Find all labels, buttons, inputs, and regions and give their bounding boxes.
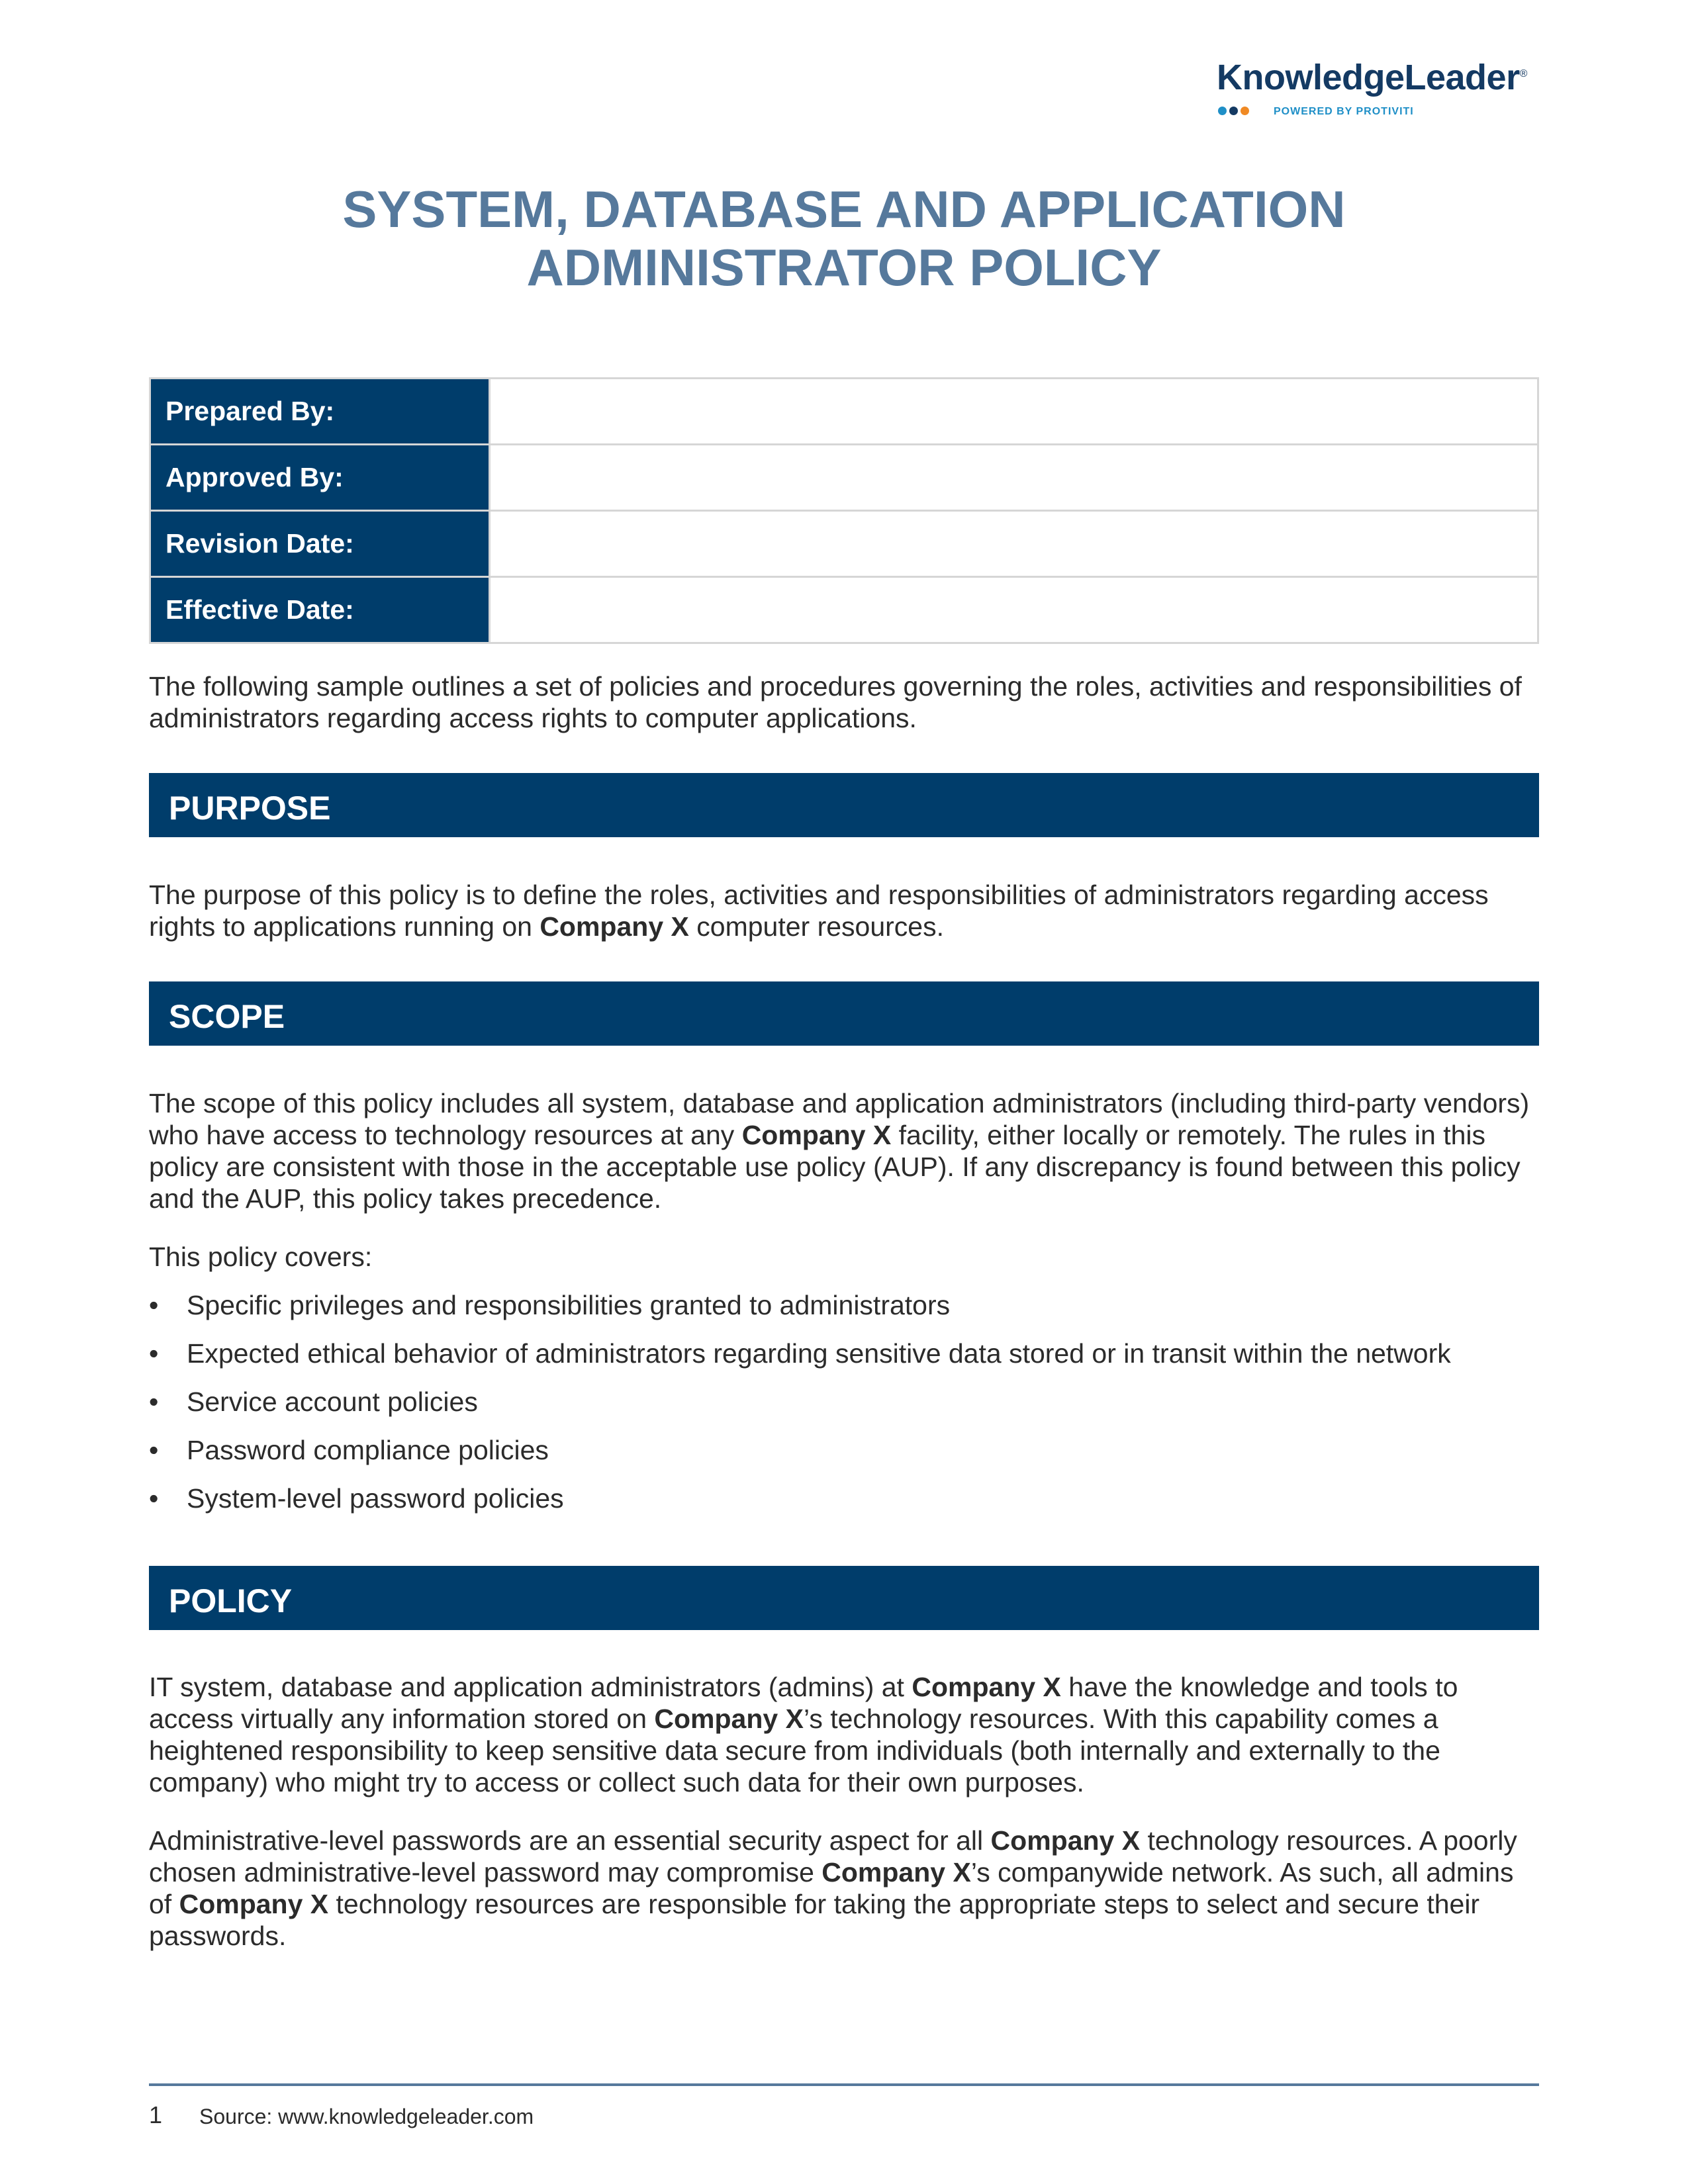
table-row (150, 445, 1538, 511)
scope-paragraph: The scope of this policy includes all system, database and application administrators (including third-party vendors) who have access to technology resources at any Company X facility, either locally or remotely. The rules in this policy are consistent with those in the acceptable use policy (AUP). If any discrepancy is found between this policy and the AUP, this policy takes precedence. (149, 1088, 1530, 1214)
list-item: • Expected ethical behavior of administrators regarding sensitive data stored or in transit within the network (149, 1338, 1539, 1386)
revision-date-field[interactable] (490, 511, 1538, 577)
prepared-by-label: Prepared By: (150, 379, 490, 445)
effective-date-field[interactable] (490, 577, 1538, 643)
table-row (150, 511, 1538, 577)
logo-dot (1218, 107, 1227, 115)
effective-date-label: Effective Date: (150, 577, 490, 643)
footer-divider (149, 2083, 1539, 2086)
table-row (150, 577, 1538, 643)
scope-heading: SCOPE (149, 981, 1539, 1046)
knowledgeleader-logo (1217, 57, 1541, 123)
intro-paragraph: The following sample outlines a set of policies and procedures governing the roles, activities and responsibilities of administrators regarding access rights to computer applications. (149, 671, 1522, 733)
logo-wordmark: KnowledgeLeader® (1217, 58, 1527, 97)
logo-dot (1229, 107, 1238, 115)
footer-source: Source: www.knowledgeleader.com (199, 2105, 534, 2128)
scope-covers-label: This policy covers: (149, 1242, 373, 1272)
list-item: • Service account policies (149, 1386, 1539, 1434)
title-line-1: SYSTEM, DATABASE AND APPLICATION (342, 180, 1346, 238)
purpose-paragraph: The purpose of this policy is to define the roles, activities and responsibilities of administrators regarding access rights to applications running on Company X computer resources. (149, 880, 1489, 942)
list-item: • System-level password policies (149, 1482, 1539, 1531)
policy-heading: POLICY (149, 1566, 1539, 1630)
scope-bullet-list (149, 1289, 1539, 1531)
prepared-by-field[interactable] (490, 379, 1538, 445)
policy-paragraph-1: IT system, database and application administrators (admins) at Company X have the knowledge and tools to access virtually any information stored on Company X’s technology resources. With this capability comes a heightened responsibility to keep sensitive data secure from individuals (both internally and externally to the company) who might try to access or collect such data for their own purposes. (149, 1672, 1458, 1797)
logo-dot (1241, 107, 1249, 115)
approved-by-field[interactable] (490, 445, 1538, 511)
approved-by-label: Approved By: (150, 445, 490, 511)
document-info-table (149, 377, 1539, 644)
table-row (150, 379, 1538, 445)
purpose-heading: PURPOSE (149, 773, 1539, 837)
document-title (149, 180, 1539, 296)
list-item: • Specific privileges and responsibilities granted to administrators (149, 1289, 1539, 1338)
list-item: • Password compliance policies (149, 1434, 1539, 1482)
logo-dots-icon (1218, 107, 1249, 115)
page-number: 1 (149, 2101, 163, 2128)
revision-date-label: Revision Date: (150, 511, 490, 577)
policy-paragraph-2: Administrative-level passwords are an essential security aspect for all Company X technology resources. A poorly chosen administrative-level password may compromise Company X’s companywide network. As such, all admins of Company X technology resources are responsible for taking the appropriate steps to select and secure their passwords. (149, 1825, 1517, 1951)
logo-tagline: POWERED BY PROTIVITI (1274, 106, 1414, 117)
title-line-2: ADMINISTRATOR POLICY (526, 238, 1162, 296)
